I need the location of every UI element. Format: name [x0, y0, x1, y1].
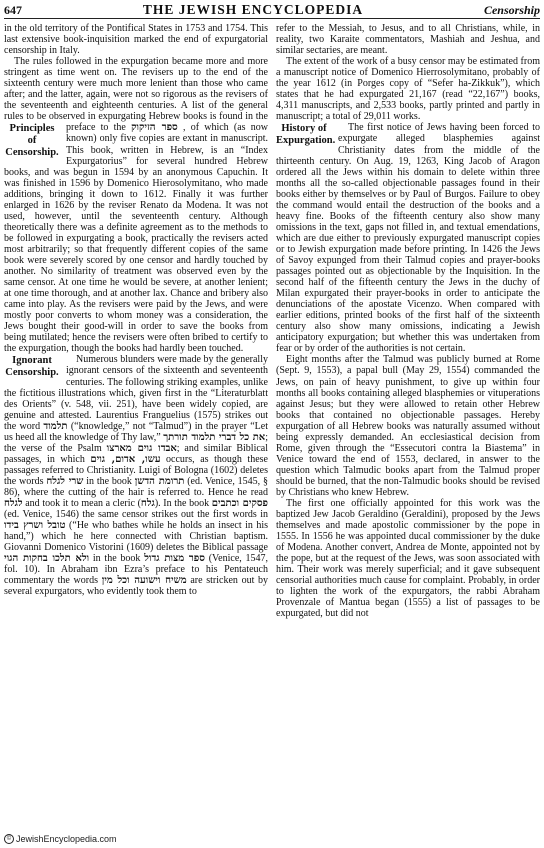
rules-text-a: The rules followed in the expurgation became more and more stringent as time went on. The revisers up to the end of the sixteenth century were much more lenient than those who came after; and the latter, again, were not so rigorous as the revisers of the seventeenth and eighteenth centuries. A list of the general rules to be observed in expurgating Hebrew books is found in the preface to the [4, 56, 268, 134]
hebrew-terumat-ha-deshen: תרומת הדשן [134, 475, 185, 487]
blunders-text-h: and took it to mean a cleric ( [25, 498, 141, 510]
right-column [276, 23, 540, 829]
hebrew-pesakim-u-ketavim: פסקים וכתבים [211, 498, 268, 510]
hebrew-sefer-ha-zikkuk: ספר הזיקוק [131, 122, 178, 134]
hebrew-legalleah: לגלח [4, 498, 23, 510]
hebrew-galah: גלח [140, 498, 155, 510]
hebrew-prayer-phrase: את כל דברי תלמוד תורתך [163, 431, 266, 443]
rules-text-b: , of which (as now known) only five copies are extant in manuscript. This book, written in Hebrew, is an “Index Expurgatorius” for several hundred Hebrew books, and was begun in 1594 by an anonymous Capuchin. It was finished in 1596 by Domenico Hierosolymitano, who made additions, bringing it down to 1612. Finally it was further enlarged in 1626 by the reviser Renato da Modena. It was not used, however, until the seventeenth century. Although theoretically there was a definite agreement as to the methods to be followed in expurgating a book, practically the revisers acted most arbitrarily; so that frequently different copies of the same book were severely scored by one censor and hardly touched by another. No similarity of treatment was observed even by the same censor. At one time he would be severe, at another lenient; at one time thorough, and at another lax. Chance and bribery also came into play. As the revisers were paid by the Jews, and were mostly poor converts to whom money was a consideration, the Jews bought their good-will in order to save the books from being mutilated; hence the revisers were often bribed to certify to the expurgation, though the books had hardly been touched. [4, 122, 268, 355]
sidenote-history-of-expurgation: History of Expurgation. [276, 123, 336, 147]
blunders-text-c: ; the verse of the Psalm [4, 431, 268, 454]
paragraph-rules-of-expurgation [4, 56, 268, 354]
blunders-text-l: in the book [92, 553, 141, 565]
encyclopedia-title: THE JEWISH ENCYCLOPEDIA [142, 2, 364, 17]
blunders-text-m: (Venice, 1547, fol. 10). In Abraham ibn Ezra’s preface to his Pentateuch commentary the words [4, 553, 268, 587]
page-number: 647 [4, 3, 22, 17]
left-column [4, 23, 268, 829]
blunders-text-j: (ed. Venice, 1546) the same censor strikes out the first words in [4, 509, 268, 521]
hebrew-talmud: תלמוד [43, 420, 68, 432]
paragraph-karaite-commentators: refer to the Messiah, to Jesus, and to all Christians, while, in reality, two Karaite commentators, Mashiah and Jeshua, and similar sectaries, are meant. [276, 23, 540, 57]
page-header [4, 2, 540, 18]
header-rule [4, 18, 540, 19]
blunders-text-a: Numerous blunders were made by the generally ignorant censors of the sixteenth and seventeenth centuries. The following striking examples, unlike the fictitious illustrations which, given first in the “Literaturblatt des Orients” (v. 548, vii. 251), have been widely copied, are genuine and attested. Laurentius Franguelius (1575) strikes out the word [4, 354, 268, 432]
copyright-icon: © [4, 834, 14, 844]
sidenote-ignorant-censorship: Ignorant Censorship. [5, 355, 59, 379]
blunders-text-d: ; and similar Biblical passages, in which [4, 442, 268, 465]
sidenote-principles-of-censorship: Principles of Censorship. [5, 123, 59, 159]
hebrew-mashiah-ve-yeshuah: משיח וישועה וכל מין [101, 575, 187, 587]
paragraph-papal-bull: Eight months after the Talmud was publicly burned at Rome (Sept. 9, 1553), a papal bull (May 29, 1554) commanded the Jews, on pain of heavy punishment, to give up within four months all books containing alleged blasphemies or vituperations against Jesus; but they were allowed to retain other Hebrew books that contained no objectionable passages. Hereby expurgation of all Hebrew books was naturally assumed without being expressly demanded. An ecclesiastical decision from Rome, given through the “Essecutori contra la Biastema” in Venice toward the end of 1553, declared, in answer to the question which Talmudic books apart from the Talmud proper should be burned, that the non-Talmudic books should be revised by Christians who knew Hebrew. [276, 354, 540, 498]
blunders-text-k: (“He who bathes while he holds an insect in his hand,”) which he here connected with Christian baptism. Giovanni Domenico Vistorini (1609) deletes the Biblical passage [4, 520, 268, 554]
hebrew-tovel-ve-sheretz: טובל ושרץ בידו [4, 520, 66, 532]
paragraph-first-official-censor: The first one officially appointed for this work was the baptized Jew Jacob Geraldino (Geraldini), proposed by the Jews themselves and made apostolic commissioner by the pope in 1555. In 1556 he was appointed ducal commissioner by the duke of Modena. Another convert, Andrea de Monte, appointed not by the pope, but at the request of the Jews, was soon associated with him. Their work was merely superficial; and it gave subsequent censorial authorities much cause for complaint. Probably, in order to lighten the work of the expurgators, the rabbi Abraham Provenzale of Mantua began (1555) a list of passages to be expurgated, but did not [276, 498, 540, 620]
blunders-text-n: are stricken out by several expurgators, who evidently took them to [4, 575, 268, 598]
blunders-text-f: in the book [86, 475, 132, 487]
blunders-text-b: (“knowledge,” not “Talmud”) in the prayer “Let us heed all the knowledge of Thy law,” [4, 420, 268, 443]
paragraph-history-of-expurgation [276, 122, 540, 354]
hebrew-sefer-mitzvot-gadol: ספר מצות גדול [144, 553, 205, 565]
hebrew-shari-legalleah: שרי לגלח [46, 475, 84, 487]
paragraph-end-of-censorship: in the old territory of the Pontifical States in 1753 and 1754. This last extensive book-inquisition marked the end of expurgatorial censorship in Italy. [4, 23, 268, 57]
hebrew-esau-edom-goyim: עשו, אדום, גוים [90, 453, 161, 465]
paragraph-extent-of-work: The extent of the work of a busy censor may be estimated from a manuscript notice of Domenico Hierrosolymitano, probably of the year 1612 (in Porges copy of “Sefer ha-Zikkuk”), which states that he had expurgated 21,167 (read “22,167”) books, 4,311 manuscripts, and 2,533 books, partly printed and partly in manuscript; a total of 29,011 works. [276, 56, 540, 123]
blunders-text-g: (ed. Venice, 1545, § 86), where the cutting of the hair is referred to. Hence he read [4, 475, 268, 498]
hebrew-psalm-phrase: אבדו גוים מארצו [106, 442, 177, 454]
paragraph-ignorant-censorship [4, 354, 268, 597]
blunders-text-e: occurs, as though these passages referred to Christianity. Luigi of Bologna (1602) deletes the words [4, 453, 268, 487]
section-title: Censorship [483, 3, 540, 17]
history-text: The first notice of Jews having been forced to expurgate alleged blasphemies against Christianity dates from the middle of the thirteenth century. On Aug. 19, 1263, King Jacob of Aragon ordered all the Jews within his domain to delete within three months all the so-called objectionable passages found in their books either by themselves or by Paul of Burgos. Failure to obey the command would entail the destruction of the books and a heavy fine. Books of the fifteenth century also show many omissions in the text, gaps not filled in, and textual emendations, which are due either to previously expurgated manuscript copies or to Jewish expurgation made before printing. In 1426 the Jews of Savoy expunged from their Talmud copies and prayer-books passages pointed out as objectionable by the Inquisition. In the second half of the fifteenth century the Jews in the duchy of Milan expurgated their prayer-books in order to anticipate the denunciations of the apostate Vicenzo. When compared with earlier editions, printed books of the first half of the sixteenth century also show many omissions, indicating a Jewish anticipatory expurgation; but whether this was undertaken from fear or by order of the authorities is not certain. [276, 122, 540, 355]
copyright-link[interactable] [4, 834, 117, 844]
blunders-text-i: ). In the book [154, 498, 210, 510]
site-name: JewishEncyclopedia.com [16, 834, 117, 844]
hebrew-ve-lo-telekhu: ולא תלכו בחקות הגוי [4, 553, 90, 565]
